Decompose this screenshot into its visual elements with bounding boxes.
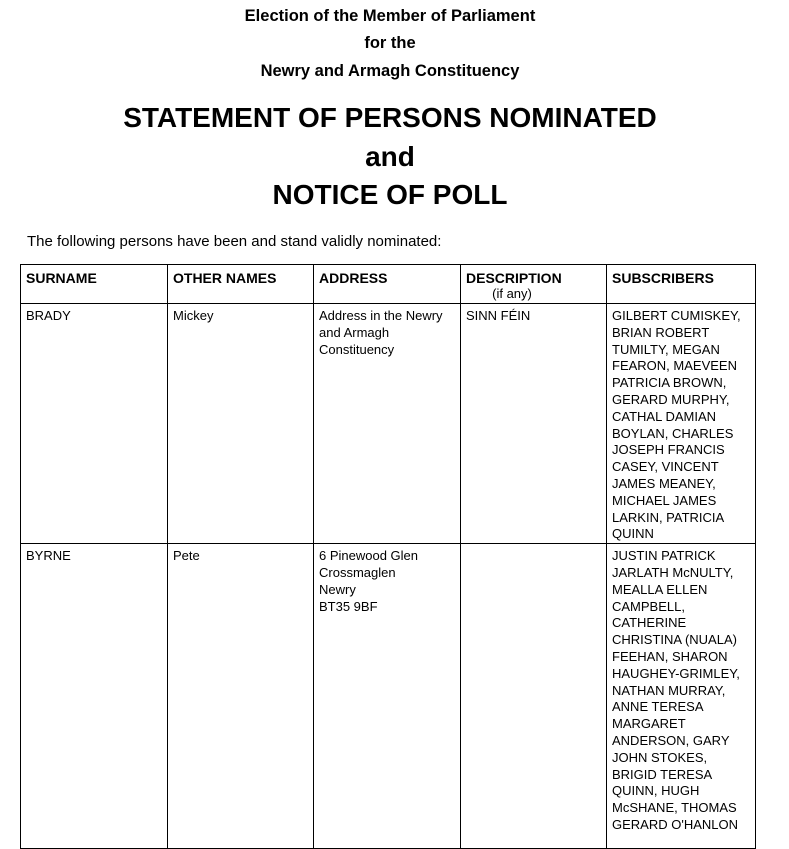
subscriber-line: JARLATH McNULTY, xyxy=(612,564,734,580)
document-title-line-1: STATEMENT OF PERSONS NOMINATED xyxy=(123,102,657,133)
election-heading-line-1: Election of the Member of Parliament xyxy=(244,7,536,25)
election-heading-constituency: Newry and Armagh Constituency xyxy=(260,62,520,80)
cell-description: SINN FÉIN xyxy=(461,304,607,544)
subscriber-line: MARGARET xyxy=(612,716,686,732)
header-other-names: OTHER NAMES xyxy=(168,265,314,304)
address-line: BT35 9BF xyxy=(319,598,378,614)
header-subscribers: SUBSCRIBERS xyxy=(607,265,756,304)
subscriber-line: JAMES MEANEY, xyxy=(612,475,716,491)
subscriber-line: MICHAEL JAMES xyxy=(612,492,717,508)
subscriber-line: NATHAN MURRAY, xyxy=(612,682,726,698)
cell-surname: BRADY xyxy=(21,304,168,544)
header-description-label: DESCRIPTION xyxy=(466,270,562,286)
cell-address xyxy=(314,304,461,544)
document-title-line-3: NOTICE OF POLL xyxy=(272,179,508,210)
cell-surname: BYRNE xyxy=(21,544,168,849)
subscriber-line: JOHN STOKES, xyxy=(612,749,708,765)
subscribers-list xyxy=(612,308,750,543)
cell-other-names: Mickey xyxy=(168,304,314,544)
cell-description xyxy=(461,544,607,849)
subscriber-line: TUMILTY, MEGAN xyxy=(612,341,720,357)
subscriber-line: CHRISTINA (NUALA) xyxy=(612,632,737,648)
subscriber-line: GERARD O'HANLON xyxy=(612,816,739,832)
document-title-line-2: and xyxy=(365,141,415,172)
address-line: Crossmaglen xyxy=(319,564,396,580)
header-description xyxy=(461,265,607,304)
subscriber-line: BRIAN ROBERT xyxy=(612,324,710,340)
subscriber-line: FEEHAN, SHARON xyxy=(612,648,728,664)
subscriber-line: McSHANE, THOMAS xyxy=(612,800,737,816)
subscriber-line: ANDERSON, GARY xyxy=(612,732,730,748)
cell-other-names: Pete xyxy=(168,544,314,849)
header-address: ADDRESS xyxy=(314,265,461,304)
subscriber-line: JUSTIN PATRICK xyxy=(612,548,716,564)
election-heading-line-2: for the xyxy=(364,34,416,52)
subscriber-line: CAMPBELL, xyxy=(612,598,685,614)
subscriber-line: CATHAL DAMIAN xyxy=(612,408,717,424)
subscriber-line: PATRICIA BROWN, xyxy=(612,375,727,391)
address-line: 6 Pinewood Glen xyxy=(319,548,419,564)
cell-address xyxy=(314,544,461,849)
subscriber-line: ANNE TERESA xyxy=(612,699,704,715)
table-row xyxy=(21,544,756,849)
subscriber-line: QUINN xyxy=(612,526,654,542)
address-line: Address in the Newry xyxy=(319,308,443,323)
table-row xyxy=(21,304,756,544)
subscriber-line: CASEY, VINCENT xyxy=(612,459,719,475)
address-line: and Armagh xyxy=(319,324,390,340)
subscriber-line: GERARD MURPHY, xyxy=(612,391,730,407)
subscribers-list xyxy=(612,548,750,834)
cell-subscribers xyxy=(607,304,756,544)
subscriber-line: BRIGID TERESA xyxy=(612,766,713,782)
header-surname: SURNAME xyxy=(21,265,168,304)
subscriber-line: LARKIN, PATRICIA xyxy=(612,509,725,525)
intro-text: The following persons have been and stand validly nominated: xyxy=(27,233,442,250)
cell-subscribers xyxy=(607,544,756,849)
subscriber-line: QUINN, HUGH xyxy=(612,783,700,799)
table-header-row xyxy=(21,265,756,304)
nominations-table xyxy=(20,264,756,849)
subscriber-line: CATHERINE xyxy=(612,615,687,631)
address-line: Newry xyxy=(319,581,356,597)
subscriber-line: MEALLA ELLEN xyxy=(612,581,708,597)
subscriber-line: JOSEPH FRANCIS xyxy=(612,442,725,458)
subscriber-line: GILBERT CUMISKEY, xyxy=(612,308,741,323)
header-description-note: (if any) xyxy=(492,286,532,301)
address-line: Constituency xyxy=(319,341,395,357)
subscriber-line: HAUGHEY-GRIMLEY, xyxy=(612,665,740,681)
subscriber-line: FEARON, MAEVEEN xyxy=(612,358,737,374)
subscriber-line: BOYLAN, CHARLES xyxy=(612,425,734,441)
